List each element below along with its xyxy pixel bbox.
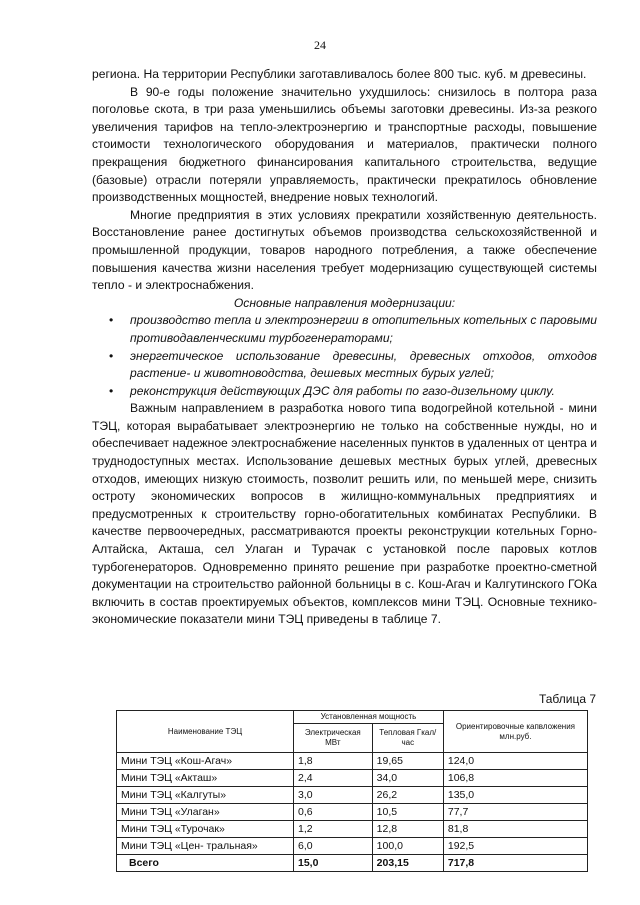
bullet-icon: •	[109, 348, 114, 363]
list-item-text: производство тепла и электроэнергии в отопительных котельных с паровыми противодавленческими турбогенераторами;	[130, 313, 597, 345]
paragraph-3: Многие предприятия в этих условиях прекратили хозяйственную деятельность. Восстановление ранее достигнутых объемов производства сельскохозяйственной и промышленной продукции, товаров народного потребления, а также обеспечение повышения качества жизни населения требует модернизацию существующей системы тепло - и электроснабжения.	[92, 207, 597, 293]
cell-investment: 77,7	[443, 804, 587, 821]
cell-investment: 124,0	[443, 753, 587, 770]
cell-investment: 106,8	[443, 770, 587, 787]
cell-total-name: Всего	[117, 855, 294, 872]
page-number: 24	[314, 38, 326, 52]
cell-total-electric: 15,0	[294, 855, 373, 872]
cell-name: Мини ТЭЦ «Турочак»	[117, 821, 294, 838]
list-item	[92, 383, 597, 401]
cell-thermal: 12,8	[372, 821, 443, 838]
cell-total-thermal: 203,15	[372, 855, 443, 872]
cell-investment: 135,0	[443, 787, 587, 804]
cell-thermal: 10,5	[372, 804, 443, 821]
cell-name: Мини ТЭЦ «Акташ»	[117, 770, 294, 787]
cell-name: Мини ТЭЦ «Калгуты»	[117, 787, 294, 804]
table-row	[117, 838, 588, 855]
cell-name: Мини ТЭЦ «Кош-Агач»	[117, 753, 294, 770]
cell-thermal: 26,2	[372, 787, 443, 804]
cell-electric: 1,8	[294, 753, 373, 770]
list-item	[92, 348, 597, 383]
data-table	[116, 710, 588, 872]
cell-investment: 81,8	[443, 821, 587, 838]
table-row	[117, 787, 588, 804]
table-row	[117, 804, 588, 821]
cell-electric: 2,4	[294, 770, 373, 787]
cell-thermal: 19,65	[372, 753, 443, 770]
cell-electric: 0,6	[294, 804, 373, 821]
table-row	[117, 821, 588, 838]
cell-total-investment: 717,8	[443, 855, 587, 872]
cell-thermal: 34,0	[372, 770, 443, 787]
header-name: Наименование ТЭЦ	[117, 711, 294, 753]
paragraph-4: Важным направлением в разработка нового типа водогрейной котельной - мини ТЭЦ, которая вырабатывает электроэнергию не только на собственные нужды, но и обеспечивает надежное электроснабжение населенных пунктов в удаленных от центра и труднодоступных местах. Использование дешевых местных бурых углей, древесных отходов, имеющих низкую стоимость, позволит решить или, по меньшей мере, снизить остроту экономических вопросов в жилищно-коммунальных предприятиях и предусмотренных к строительству горно-обогатительных комбинатах Республики. В качестве первоочередных, рассматриваются проекты реконструкции котельных Горно-Алтайска, Акташа, сел Улаган и Турачак с установкой после паровых котлов турбогенераторов. Одновременно принято решение при разработке проектно-сметной документации на строительство районной больницы в с. Кош-Агач и Калгутинского ГОКа включить в состав проектируемых объектов, комплексов мини ТЭЦ. Основные технико-экономические показатели мини ТЭЦ приведены в таблице 7.	[92, 401, 597, 627]
cell-name: Мини ТЭЦ «Улаган»	[117, 804, 294, 821]
directions-list	[92, 312, 597, 400]
paragraph-2: В 90-е годы положение значительно ухудшилось: снизилось в полтора раза поголовье скота, в три раза уменьшились объемы заготовки древесины. Из-за резкого увеличения тарифов на тепло-электроэнергию и транспортные расходы, повышение стоимости технологического оборудования и материалов, практически полного прекращения бюджетного финансирования капитального строительства, ведущие (базовые) отрасли потеряли управляемость, практически прекратилось обновление производственных мощностей, внедрение новых технологий.	[92, 84, 597, 205]
list-item	[92, 312, 597, 347]
list-item-text: реконструкция действующих ДЭС для работы по газо-дизельному циклу.	[130, 383, 555, 398]
bullet-icon: •	[109, 383, 114, 398]
header-capacity: Установленная мощность	[294, 711, 444, 724]
table-row	[117, 753, 588, 770]
cell-investment: 192,5	[443, 838, 587, 855]
cell-electric: 3,0	[294, 787, 373, 804]
header-thermal: Тепловая Гкал/час	[372, 724, 443, 753]
header-investment: Ориентировочные капвложения млн.руб.	[443, 711, 587, 753]
table-total-row	[117, 855, 588, 872]
paragraph-1: региона. На территории Республики заготавливалось более 800 тыс. куб. м древесины.	[92, 67, 587, 81]
header-electric: Электрическая МВт	[294, 724, 373, 753]
table-row	[117, 770, 588, 787]
bullet-icon: •	[109, 313, 114, 328]
table-caption: Таблица 7	[538, 692, 596, 706]
body-text	[92, 66, 597, 629]
directions-heading: Основные направления модернизации:	[233, 295, 456, 310]
cell-thermal: 100,0	[372, 838, 443, 855]
cell-name: Мини ТЭЦ «Цен- тральная»	[117, 838, 294, 855]
cell-electric: 1,2	[294, 821, 373, 838]
list-item-text: энергетическое использование древесины, древесных отходов, отходов растение- и животноводства, дешевых местных бурых углей;	[130, 348, 597, 381]
cell-electric: 6,0	[294, 838, 373, 855]
